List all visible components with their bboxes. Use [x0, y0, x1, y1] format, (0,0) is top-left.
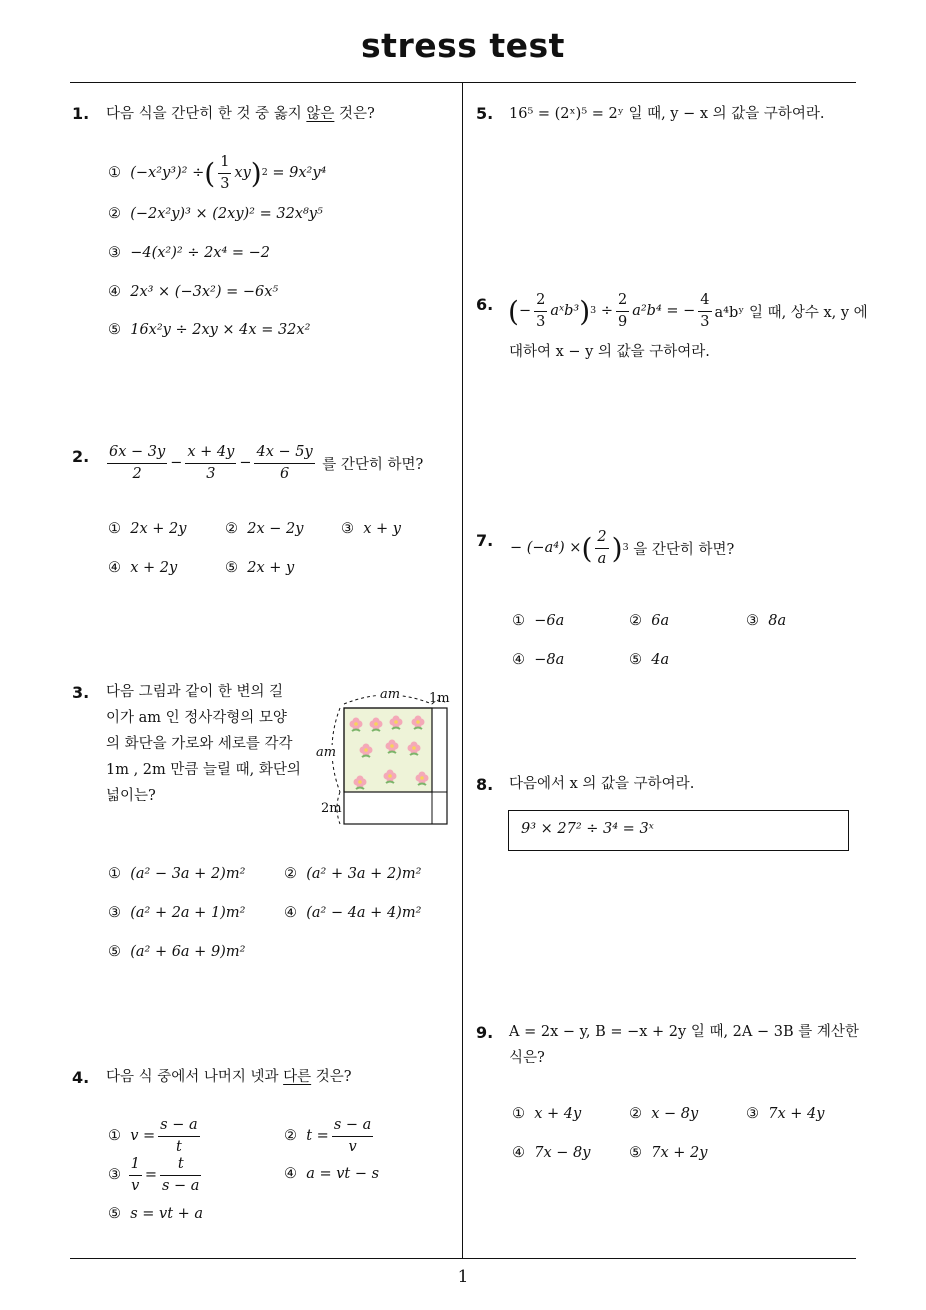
minus-sign: − — [170, 455, 183, 471]
q7-prompt-text: 을 간단히 하면? — [633, 541, 735, 558]
q1-prompt-post: 것은? — [334, 106, 375, 122]
q1-opt1-lhs: (−x²y³)² ÷ — [130, 165, 205, 181]
option-mark: ③ — [108, 905, 121, 921]
q2-fraction-2 — [185, 445, 236, 481]
option-expr: 2x³ × (−3x²) = −6x⁵ — [130, 284, 279, 300]
fraction-numerator: 6x − 3y — [107, 445, 167, 464]
option-expr: 8a — [768, 613, 787, 629]
fraction-numerator: 2 — [616, 293, 629, 312]
option-mark: ④ — [512, 1145, 525, 1161]
option-expr: x + y — [363, 521, 401, 537]
q9-option-2[interactable] — [629, 1106, 698, 1122]
fig-right-label: 1m — [429, 691, 450, 706]
q2-prompt-text: 를 간단히 하면? — [322, 456, 424, 473]
q3-line: 넓이는? — [106, 788, 156, 804]
q5-number: 5. — [476, 104, 494, 123]
option-mark: ⑤ — [629, 1145, 642, 1161]
option-expr: −8a — [534, 652, 565, 668]
q4-number: 4. — [72, 1068, 90, 1087]
option-mark: ① — [512, 1106, 525, 1122]
q3-option-5[interactable] — [108, 944, 245, 960]
option-expr: a = vt − s — [306, 1166, 380, 1182]
q3-option-2[interactable] — [284, 866, 421, 882]
fraction-numerator: 1 — [218, 155, 231, 174]
q6-term-2: a²b⁴ = − — [632, 303, 696, 319]
q9-number: 9. — [476, 1023, 494, 1042]
divide-sign: ÷ — [600, 303, 613, 319]
q2-option-1[interactable] — [108, 521, 186, 537]
q7-option-3[interactable] — [746, 613, 786, 629]
option-expr: (a² + 2a + 1)m² — [130, 905, 246, 921]
page-title: stress test — [361, 26, 565, 65]
q4-prompt-pre: 다음 식 중에서 나머지 넷과 — [106, 1069, 284, 1085]
fraction-denominator: 2 — [132, 465, 142, 482]
bottom-rule — [70, 1258, 856, 1259]
option-expr: −4(x²)² ÷ 2x⁴ = −2 — [130, 245, 271, 261]
q2-number: 2. — [72, 447, 90, 466]
option-mark: ⑤ — [225, 560, 238, 576]
q9-prompt-line1: A = 2x − y, B = −x + 2y 일 때, 2A − 3B 를 계산한 — [509, 1024, 859, 1040]
q8-prompt: 다음에서 x 의 값을 구하여라. — [509, 776, 695, 792]
q7-number: 7. — [476, 531, 494, 550]
option-fraction-right — [160, 1157, 201, 1193]
q4-option-4[interactable] — [284, 1166, 379, 1182]
equals-sign: = — [144, 1167, 157, 1183]
option-mark: ② — [225, 521, 238, 537]
option-expr: 2x − 2y — [247, 521, 304, 537]
option-lhs: v = — [130, 1128, 156, 1144]
q3-line: 1m , 2m 만큼 늘릴 때, 화단의 — [106, 762, 301, 778]
fig-left-label: am — [316, 745, 337, 760]
fraction-denominator: t — [175, 1138, 182, 1155]
q1-option-4[interactable] — [108, 284, 278, 300]
paren-close: ) — [250, 156, 262, 190]
option-mark: ② — [629, 1106, 642, 1122]
q1-opt1-fraction — [218, 155, 231, 191]
q8-equation: 9³ × 27² ÷ 3⁴ = 3ˣ — [521, 821, 654, 837]
option-mark: ④ — [108, 560, 121, 576]
option-expr: (a² − 4a + 4)m² — [306, 905, 422, 921]
q4-option-1[interactable] — [108, 1118, 203, 1154]
q7-option-5[interactable] — [629, 652, 669, 668]
fraction-denominator: v — [348, 1138, 357, 1155]
option-mark: ② — [108, 206, 121, 222]
q1-number: 1. — [72, 104, 90, 123]
option-mark: ② — [284, 866, 297, 882]
q2-option-2[interactable] — [225, 521, 303, 537]
option-mark: ⑤ — [108, 322, 121, 338]
option-mark: ⑤ — [108, 944, 121, 960]
option-mark: ③ — [746, 1106, 759, 1122]
q7-prompt: − (−a⁴) × ( $\frac{2}{a}$ ) 3 을 간단히 하면? — [510, 529, 735, 567]
q4-prompt-underlined: 다른 — [283, 1069, 312, 1085]
option-expr: x + 4y — [534, 1106, 582, 1122]
option-mark: ① — [512, 613, 525, 629]
paren-open: ( — [581, 531, 593, 565]
q3-option-1[interactable] — [108, 866, 245, 882]
q4-option-3[interactable] — [108, 1157, 204, 1193]
option-expr: 4a — [651, 652, 670, 668]
q6-fraction-1 — [534, 293, 547, 329]
fraction-numerator: 2 — [595, 530, 608, 549]
option-expr: 6a — [651, 613, 670, 629]
option-expr: s = vt + a — [130, 1206, 204, 1222]
q4-option-5[interactable] — [108, 1206, 203, 1222]
q3-option-4[interactable] — [284, 905, 421, 921]
q7-option-4[interactable] — [512, 652, 564, 668]
q6-prompt-line2: 대하여 x − y 의 값을 구하여라. — [509, 344, 710, 360]
q9-option-4[interactable] — [512, 1145, 590, 1161]
paren-open: ( — [204, 156, 216, 190]
fraction-numerator: s − a — [158, 1118, 199, 1137]
fraction-denominator: 6 — [279, 465, 290, 482]
q1-option-3[interactable] — [108, 245, 270, 261]
option-expr: 7x + 4y — [768, 1106, 825, 1122]
fig-top-label: am — [380, 687, 401, 702]
option-expr: 7x − 8y — [534, 1145, 591, 1161]
q8-equation-box — [508, 810, 849, 851]
option-mark: ⑤ — [108, 1206, 121, 1222]
fraction-denominator: 9 — [617, 313, 628, 330]
fraction-numerator: t — [160, 1157, 201, 1176]
option-expr: 7x + 2y — [651, 1145, 708, 1161]
option-mark: ③ — [108, 1167, 121, 1183]
fraction-numerator: s − a — [332, 1118, 373, 1137]
column-divider — [462, 83, 463, 1258]
fraction-denominator: s − a — [162, 1177, 200, 1194]
q1-option-5[interactable] — [108, 322, 310, 338]
minus-sign: − — [239, 455, 252, 471]
option-mark: ① — [108, 165, 121, 181]
option-expr: x − 8y — [651, 1106, 699, 1122]
option-fraction — [332, 1118, 373, 1154]
q6-number: 6. — [476, 295, 494, 314]
q4-prompt — [106, 1064, 352, 1090]
fraction-numerator: x + 4y — [185, 445, 236, 464]
q7-term-1: − (−a⁴) × — [510, 540, 582, 556]
q3-prompt — [106, 679, 306, 809]
q2-option-4[interactable] — [108, 560, 177, 576]
q6-term-3: a⁴bʸ 일 때, 상수 x, y 에 — [714, 304, 868, 321]
option-expr: 2x + 2y — [130, 521, 187, 537]
option-mark: ① — [108, 521, 121, 537]
q7-option-1[interactable] — [512, 613, 564, 629]
option-fraction — [158, 1118, 199, 1154]
option-mark: ④ — [284, 905, 297, 921]
option-expr: (−2x²y)³ × (2xy)² = 32x⁸y⁵ — [130, 206, 323, 222]
option-mark: ② — [629, 613, 642, 629]
fraction-denominator: 3 — [220, 175, 230, 192]
q1-prompt — [106, 101, 375, 127]
fraction-denominator: v — [131, 1177, 140, 1194]
option-expr: 2x + y — [247, 560, 295, 576]
option-mark: ③ — [341, 521, 354, 537]
fig-bottom-label: 2m — [321, 801, 342, 816]
option-mark: ③ — [108, 245, 121, 261]
option-mark: ② — [284, 1128, 297, 1144]
q2-option-5[interactable] — [225, 560, 294, 576]
q2-fraction-1 — [107, 445, 167, 481]
option-expr: 16x²y ÷ 2xy × 4x = 32x² — [130, 322, 311, 338]
option-mark: ④ — [284, 1166, 297, 1182]
q2-prompt — [104, 444, 423, 481]
option-expr: −6a — [534, 613, 565, 629]
paren-close: ) — [611, 531, 623, 565]
fraction-denominator: 3 — [206, 465, 216, 482]
q8-number: 8. — [476, 775, 494, 794]
option-mark: ④ — [108, 284, 121, 300]
q2-fraction-3 — [254, 445, 314, 481]
q9-option-5[interactable] — [629, 1145, 707, 1161]
option-mark: ③ — [746, 613, 759, 629]
option-expr: (a² − 3a + 2)m² — [130, 866, 246, 882]
option-mark: ⑤ — [629, 652, 642, 668]
fraction-numerator: 2 — [534, 293, 547, 312]
top-rule — [70, 82, 856, 83]
q4-option-2[interactable] — [284, 1118, 376, 1154]
q3-option-3[interactable] — [108, 905, 245, 921]
q2-option-3[interactable] — [341, 521, 401, 537]
fraction-numerator: 1 — [129, 1157, 142, 1176]
option-expr: x + 2y — [130, 560, 178, 576]
paren-close: ) — [579, 294, 591, 328]
paren-open: ( — [508, 294, 519, 328]
option-mark: ① — [108, 866, 121, 882]
q7-fraction — [595, 530, 608, 566]
q1-option-1[interactable]: ① (−x²y³)² ÷ ( $\frac{1}{3}$ xy ) 2 = 9x²y⁴ — [108, 154, 327, 192]
option-mark: ① — [108, 1128, 121, 1144]
q1-option-2[interactable] — [108, 206, 323, 222]
q5-prompt: 16⁵ = (2ˣ)⁵ = 2ʸ 일 때, y − x 의 값을 구하여라. — [509, 106, 825, 122]
q7-option-2[interactable] — [629, 613, 669, 629]
q1-opt1-tail: xy — [234, 165, 251, 181]
q9-option-1[interactable] — [512, 1106, 581, 1122]
q3-number: 3. — [72, 683, 90, 702]
q1-opt1-rhs: = 9x²y⁴ — [272, 165, 327, 181]
fraction-denominator: 3 — [700, 313, 710, 330]
q9-prompt-line2: 식은? — [509, 1050, 545, 1066]
q6-fraction-2 — [616, 293, 629, 329]
option-lhs: t = — [306, 1128, 329, 1144]
fraction-numerator: 4x − 5y — [254, 445, 314, 464]
q3-line: 의 화단을 가로와 세로를 각각 — [106, 736, 293, 752]
q9-option-3[interactable] — [746, 1106, 824, 1122]
q6-term-1: aˣb³ — [550, 303, 580, 319]
q1-prompt-underlined: 않은 — [306, 106, 335, 122]
fraction-denominator: a — [597, 550, 607, 567]
q4-prompt-post: 것은? — [311, 1069, 352, 1085]
option-mark: ④ — [512, 652, 525, 668]
fraction-numerator: 4 — [698, 293, 711, 312]
q6-fraction-3 — [698, 293, 711, 329]
option-fraction-left — [129, 1157, 142, 1193]
q3-line: 다음 그림과 같이 한 변의 길 — [106, 684, 284, 700]
q6-prompt-line1: ( − $\frac{2}{3}$ aˣb³ ) 3 ÷ $\frac{2}{9}$ a²b⁴ = − $\frac{4}{3}$ a⁴bʸ 일 때, 상수 x, y 에 — [508, 292, 868, 330]
option-expr: (a² + 3a + 2)m² — [306, 866, 422, 882]
q1-prompt-pre: 다음 식을 간단히 한 것 중 옳지 — [106, 106, 307, 122]
option-expr: (a² + 6a + 9)m² — [130, 944, 246, 960]
fraction-denominator: 3 — [536, 313, 546, 330]
q3-line: 이가 am 인 정사각형의 모양 — [106, 710, 287, 726]
page-number: 1 — [457, 1267, 469, 1287]
